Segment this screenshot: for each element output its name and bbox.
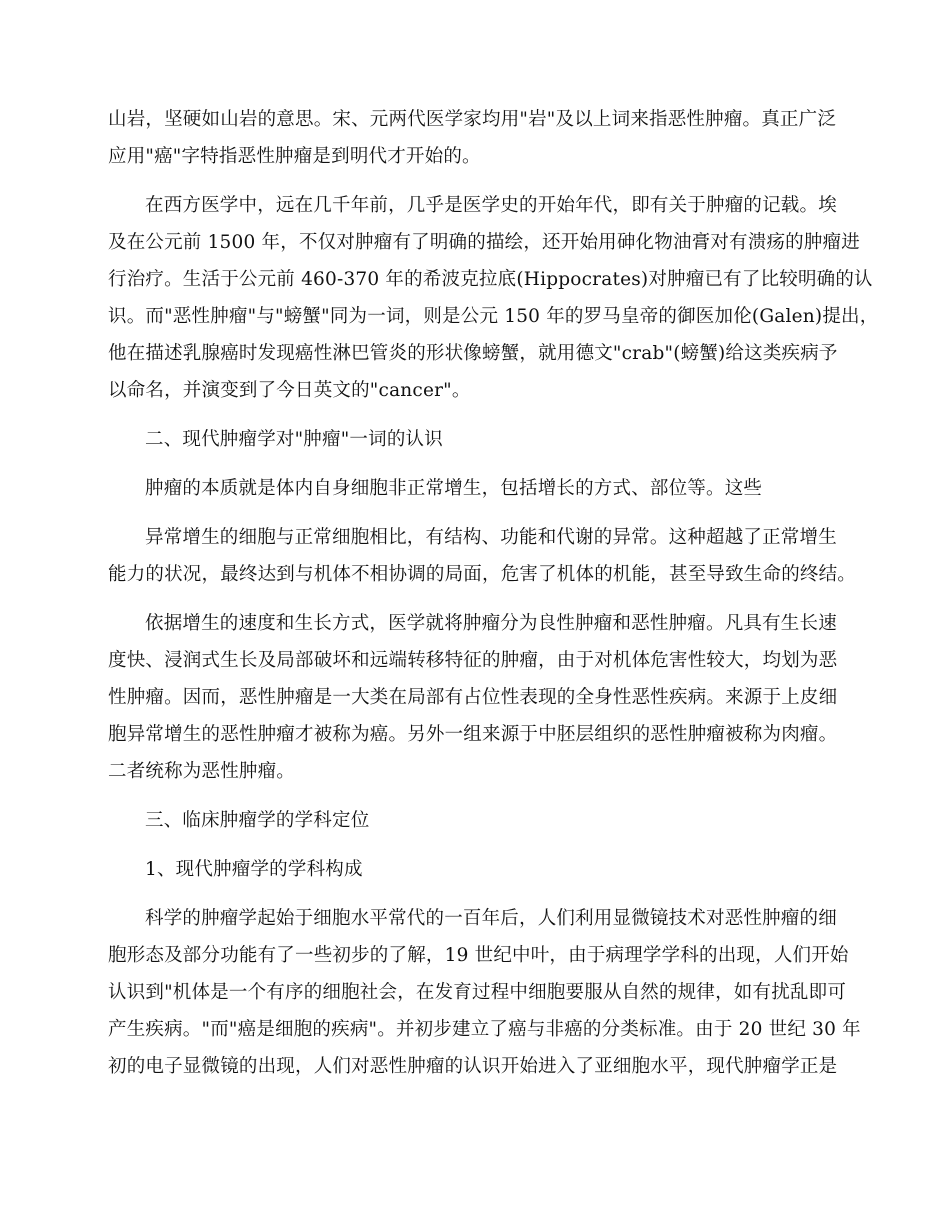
paragraph-continuation <box>108 101 848 175</box>
text-line: 科学的肿瘤学起始于细胞水平常代的一百年后，人们利用显微镜技术对恶性肿瘤的细 <box>145 908 837 929</box>
paragraph-modern-oncology <box>108 900 861 1085</box>
text-line: 他在描述乳腺癌时发现癌性淋巴管炎的形状像螃蟹，就用德文"crab"(螃蟹)给这类疾病予 <box>108 343 838 364</box>
paragraph-tumor-nature <box>108 470 848 507</box>
text-line: 山岩，坚硬如山岩的意思。宋、元两代医学家均用"岩"及以上词来指恶性肿瘤。真正广泛 <box>108 109 837 130</box>
text-line: 胞形态及部分功能有了一些初步的了解，19 世纪中叶，由于病理学学科的出现，人们开始 <box>108 945 849 966</box>
paragraph-classification <box>108 605 848 790</box>
heading-line: 三、临床肿瘤学的学科定位 <box>145 810 370 831</box>
text-line: 及在公元前 1500 年，不仅对肿瘤有了明确的描绘，还开始用砷化物油膏对有溃疡的肿瘤进 <box>108 232 860 253</box>
paragraph-western-medicine <box>108 187 879 409</box>
text-line: 性肿瘤。因而，恶性肿瘤是一大类在局部有占位性表现的全身性恶性疾病。来源于上皮细 <box>108 687 838 708</box>
text-line: 行治疗。生活于公元前 460-370 年的希波克拉底(Hippocrates)对肿瘤已有了比较明确的认 <box>108 269 873 290</box>
document-body <box>108 101 879 1085</box>
text-line: 认识到"机体是一个有序的细胞社会，在发育过程中细胞要服从自然的规律，如有扰乱即可 <box>108 982 847 1003</box>
text-line: 二者统称为恶性肿瘤。 <box>108 761 296 782</box>
text-line: 胞异常增生的恶性肿瘤才被称为癌。另外一组来源于中胚层组织的恶性肿瘤被称为肉瘤。 <box>108 724 838 745</box>
section-heading-3 <box>108 802 848 839</box>
text-line: 识。而"恶性肿瘤"与"螃蟹"同为一词，则是公元 150 年的罗马皇帝的御医加伦(Galen)提出， <box>108 306 879 327</box>
text-line: 应用"癌"字特指恶性肿瘤是到明代才开始的。 <box>108 146 481 167</box>
text-line: 以命名，并演变到了今日英文的"cancer"。 <box>108 380 471 401</box>
text-line: 在西方医学中，远在几千年前，几乎是医学史的开始年代，即有关于肿瘤的记载。埃 <box>145 195 837 216</box>
text-line: 异常增生的细胞与正常细胞相比，有结构、功能和代谢的异常。这种超越了正常增生 <box>145 527 837 548</box>
heading-line: 二、现代肿瘤学对"肿瘤"一词的认识 <box>145 429 443 450</box>
text-line: 初的电子显微镜的出现，人们对恶性肿瘤的认识开始进入了亚细胞水平，现代肿瘤学正是 <box>108 1056 838 1077</box>
heading-line: 1、现代肿瘤学的学科构成 <box>145 859 363 880</box>
text-line: 产生疾病。"而"癌是细胞的疾病"。并初步建立了癌与非癌的分类标准。由于 20 世纪 30 年 <box>108 1019 861 1040</box>
text-line: 依据增生的速度和生长方式，医学就将肿瘤分为良性肿瘤和恶性肿瘤。凡具有生长速 <box>145 613 837 634</box>
text-line: 肿瘤的本质就是体内自身细胞非正常增生，包括增长的方式、部位等。这些 <box>145 478 763 499</box>
text-line: 能力的状况，最终达到与机体不相协调的局面，危害了机体的机能，甚至导致生命的终结。 <box>108 564 857 585</box>
paragraph-abnormal-cells <box>108 519 857 593</box>
subsection-heading-1 <box>108 851 848 888</box>
section-heading-2 <box>108 421 848 458</box>
text-line: 度快、浸润式生长及局部破坏和远端转移特征的肿瘤，由于对机体危害性较大，均划为恶 <box>108 650 838 671</box>
